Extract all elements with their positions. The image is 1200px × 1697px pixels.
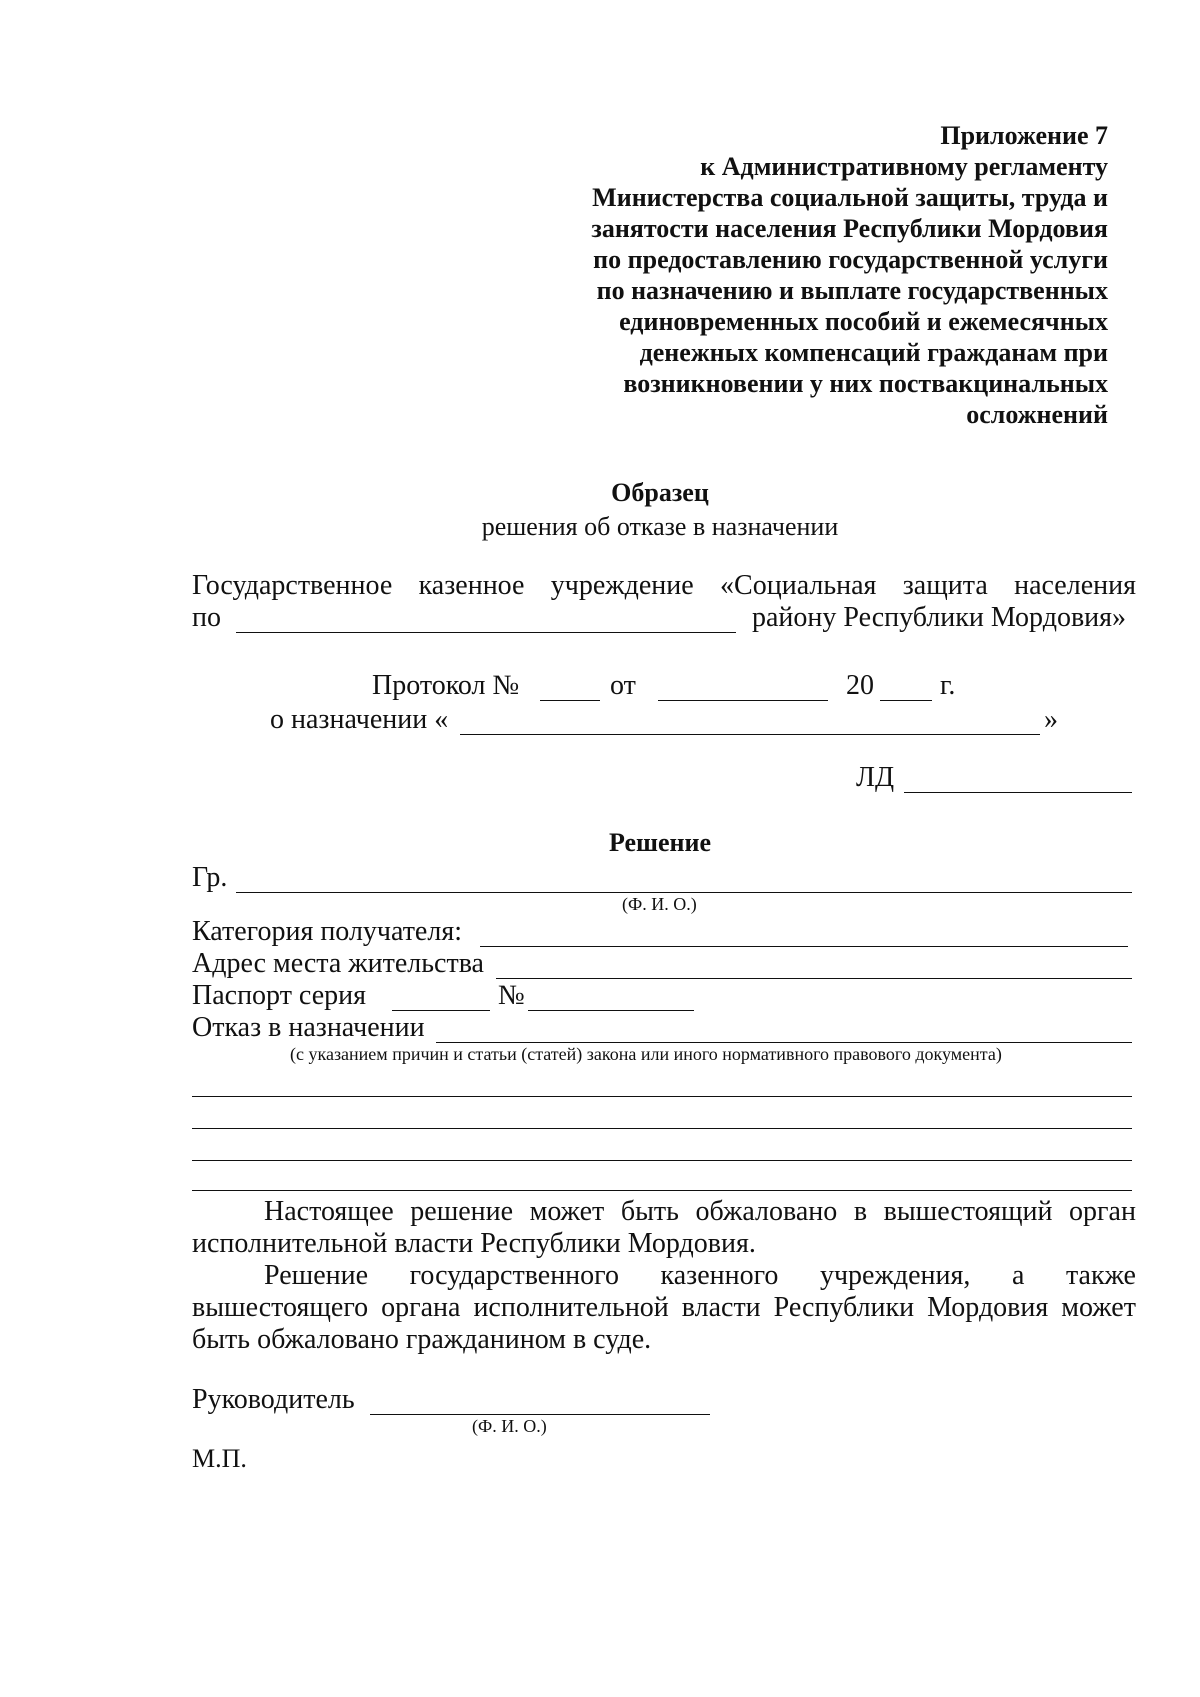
appeal-word: орган xyxy=(1069,1196,1136,1227)
appeal-word: власти xyxy=(681,1292,761,1323)
appeal-word: в xyxy=(853,1196,868,1227)
header-line-9: возникновении у них поствакцинальных xyxy=(623,369,1108,398)
header-line-5: по предоставлению государственной услуги xyxy=(593,245,1108,274)
protocol-year-field[interactable] xyxy=(880,700,932,701)
appeal-word: Настоящее xyxy=(264,1196,394,1227)
passport-series-field[interactable] xyxy=(392,1010,490,1011)
appeal-word: может xyxy=(529,1196,605,1227)
institution-word: населения xyxy=(1014,570,1136,601)
refusal-field[interactable] xyxy=(436,1042,1132,1043)
appointment-label: о назначении « xyxy=(270,704,449,735)
appeal-word: казенного xyxy=(660,1260,779,1291)
appendix-header xyxy=(591,120,1108,430)
protocol-year-prefix: 20 xyxy=(846,670,874,701)
appeal-paragraph-2-line-2 xyxy=(192,1292,1136,1324)
head-signature-field[interactable] xyxy=(370,1414,710,1415)
appeal-word: быть xyxy=(620,1196,679,1227)
appeal-word: вышестоящий xyxy=(883,1196,1053,1227)
citizen-fio-hint: (Ф. И. О.) xyxy=(622,894,697,914)
institution-word: защита xyxy=(902,570,988,601)
refusal-hint: (с указанием причин и статьи (статей) закона или иного нормативного правового документа) xyxy=(290,1044,1002,1064)
header-line-10: осложнений xyxy=(966,400,1108,429)
citizen-label: Гр. xyxy=(192,862,228,893)
header-line-1: Приложение 7 xyxy=(940,121,1108,150)
appeal-word: Решение xyxy=(264,1260,369,1291)
refusal-extra-line-4[interactable] xyxy=(192,1190,1132,1191)
header-line-3: Министерства социальной защиты, труда и xyxy=(592,183,1108,212)
header-line-6: по назначению и выплате государственных xyxy=(596,276,1108,305)
appeal-word: решение xyxy=(410,1196,514,1227)
institution-word: казенное xyxy=(418,570,525,601)
head-fio-hint: (Ф. И. О.) xyxy=(472,1416,547,1436)
appeal-word: органа xyxy=(381,1292,461,1323)
appointment-field[interactable] xyxy=(460,734,1040,735)
refusal-label: Отказ в назначении xyxy=(192,1012,425,1043)
protocol-year-suffix: г. xyxy=(940,670,956,701)
appeal-word: может xyxy=(1061,1292,1136,1323)
ld-label: ЛД xyxy=(856,762,895,793)
category-field[interactable] xyxy=(480,946,1128,947)
ld-field[interactable] xyxy=(904,792,1132,793)
document-title: Образец xyxy=(611,478,709,507)
refusal-extra-line-1[interactable] xyxy=(192,1096,1132,1097)
protocol-label: Протокол № xyxy=(372,670,520,701)
institution-line xyxy=(192,570,1136,602)
appeal-word: исполнительной xyxy=(473,1292,669,1323)
institution-word: учреждение xyxy=(550,570,694,601)
stamp-place-label: М.П. xyxy=(192,1444,247,1473)
appeal-word: также xyxy=(1065,1260,1136,1291)
appeal-word: Республики xyxy=(773,1292,915,1323)
header-line-2: к Административному регламенту xyxy=(700,152,1108,181)
category-label: Категория получателя: xyxy=(192,916,462,947)
passport-number-field[interactable] xyxy=(528,1010,694,1011)
address-field[interactable] xyxy=(496,978,1132,979)
passport-series-label: Паспорт серия xyxy=(192,980,366,1011)
protocol-number-field[interactable] xyxy=(540,700,600,701)
refusal-extra-line-3[interactable] xyxy=(192,1160,1132,1161)
protocol-from-label: от xyxy=(610,670,636,701)
institution-suffix: району Республики Мордовия» xyxy=(752,602,1127,633)
appeal-word: а xyxy=(1011,1260,1025,1291)
appeal-paragraph-2-line-3: быть обжаловано гражданином в суде. xyxy=(192,1324,652,1355)
document-subtitle: решения об отказе в назначении xyxy=(481,512,839,541)
header-line-8: денежных компенсаций гражданам при xyxy=(639,338,1108,367)
citizen-name-field[interactable] xyxy=(236,892,1132,893)
institution-po: по xyxy=(192,602,221,633)
district-field[interactable] xyxy=(236,632,736,633)
appeal-paragraph-2-line-1 xyxy=(264,1260,1136,1292)
appointment-close-quote: » xyxy=(1044,704,1058,735)
appeal-word: учреждения, xyxy=(819,1260,971,1291)
head-label: Руководитель xyxy=(192,1384,355,1415)
institution-word: Государственное xyxy=(192,570,393,601)
appeal-word: государственного xyxy=(409,1260,619,1291)
appeal-paragraph-1-line-1 xyxy=(264,1196,1136,1228)
appeal-word: вышестоящего xyxy=(192,1292,369,1323)
header-line-7: единовременных пособий и ежемесячных xyxy=(619,307,1108,336)
appeal-paragraph-1-line-2: исполнительной власти Республики Мордовия. xyxy=(192,1228,756,1259)
refusal-extra-line-2[interactable] xyxy=(192,1128,1132,1129)
appeal-word: Мордовия xyxy=(927,1292,1049,1323)
decision-title: Решение xyxy=(608,828,712,857)
protocol-date-field[interactable] xyxy=(658,700,828,701)
address-label: Адрес места жительства xyxy=(192,948,484,979)
passport-number-sign: № xyxy=(498,980,525,1011)
appeal-word: обжаловано xyxy=(695,1196,838,1227)
institution-word: «Социальная xyxy=(720,570,877,601)
header-line-4: занятости населения Республики Мордовия xyxy=(591,214,1108,243)
